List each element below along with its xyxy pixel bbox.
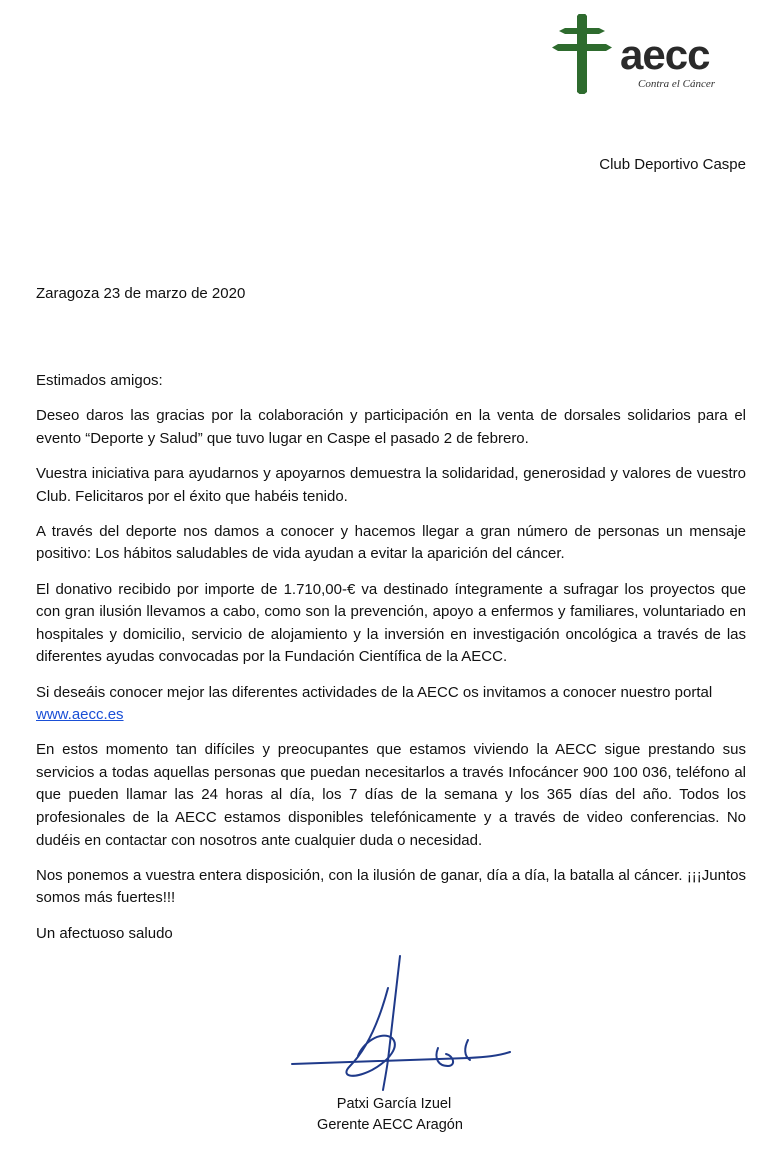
- signer-title: Gerente AECC Aragón: [317, 1116, 463, 1133]
- logo-wordmark: aecc: [620, 31, 710, 78]
- cross-of-lorraine-icon: [552, 14, 612, 94]
- greeting: Estimados amigos:: [36, 372, 163, 389]
- paragraph: Nos ponemos a vuestra entera disposición, con la ilusión de ganar, día a día, la batalla al cáncer. ¡¡¡Juntos somos más fuertes!!!: [36, 866, 746, 907]
- paragraph: Deseo daros las gracias por la colaboración y participación en la venta de dorsales solidarios para el evento “Deporte y Salud” que tuvo lugar en Caspe el pasado 2 de febrero.: [36, 407, 746, 447]
- paragraph: El donativo recibido por importe de 1.710,00-€ va destinado íntegramente a sufragar los proyectos que con gran ilusión llevamos a cabo, como son la prevención, apoyo a enfermos y familiares, voluntariado en hospitales y domicilio, servicio de alojamiento y la inversión en investigación oncológica a través de las diferentes ayudas convocadas por la Fundación Científica de la AECC.: [36, 580, 746, 666]
- paragraph: En estos momento tan difíciles y preocupantes que estamos viviendo la AECC sigue prestando sus servicios a todas aquellas personas que puedan necesitarlos a través Infocáncer 900 100 036, teléfono al que pueden llamar las 24 horas al día, los 7 días de la semana y los 365 días del año. Todos los profesionales de la AECC estamos disponibles telefónicamente y a través de video conferencias. No dudéis en contactar con nosotros ante cualquier duda o necesidad.: [36, 741, 746, 849]
- date-line: Zaragoza 23 de marzo de 2020: [36, 285, 246, 302]
- letter-body: [36, 370, 746, 958]
- portal-link[interactable]: www.aecc.es: [36, 706, 124, 724]
- signer-block: [0, 1094, 780, 1135]
- portal-text: Si deseáis conocer mejor las diferentes actividades de la AECC os invitamos a conocer nuestro portal: [36, 683, 713, 701]
- recipient: Club Deportivo Caspe: [599, 156, 746, 173]
- paragraph: A través del deporte nos damos a conocer y hacemos llegar a gran número de personas un mensaje positivo: Los hábitos saludables de vida ayudan a evitar la aparición del cáncer.: [36, 522, 746, 563]
- logo-tagline: Contra el Cáncer: [638, 78, 715, 90]
- paragraph: Vuestra iniciativa para ayudarnos y apoyarnos demuestra la solidaridad, generosidad y valores de vuestro Club. Felicitaros por el éxito que habéis tenido.: [36, 464, 746, 505]
- closing: Un afectuoso saludo: [36, 924, 173, 942]
- aecc-logo: [552, 14, 752, 96]
- signer-name: Patxi García Izuel: [336, 1096, 452, 1112]
- handwritten-signature: [288, 948, 528, 1098]
- portal-paragraph: [36, 682, 746, 727]
